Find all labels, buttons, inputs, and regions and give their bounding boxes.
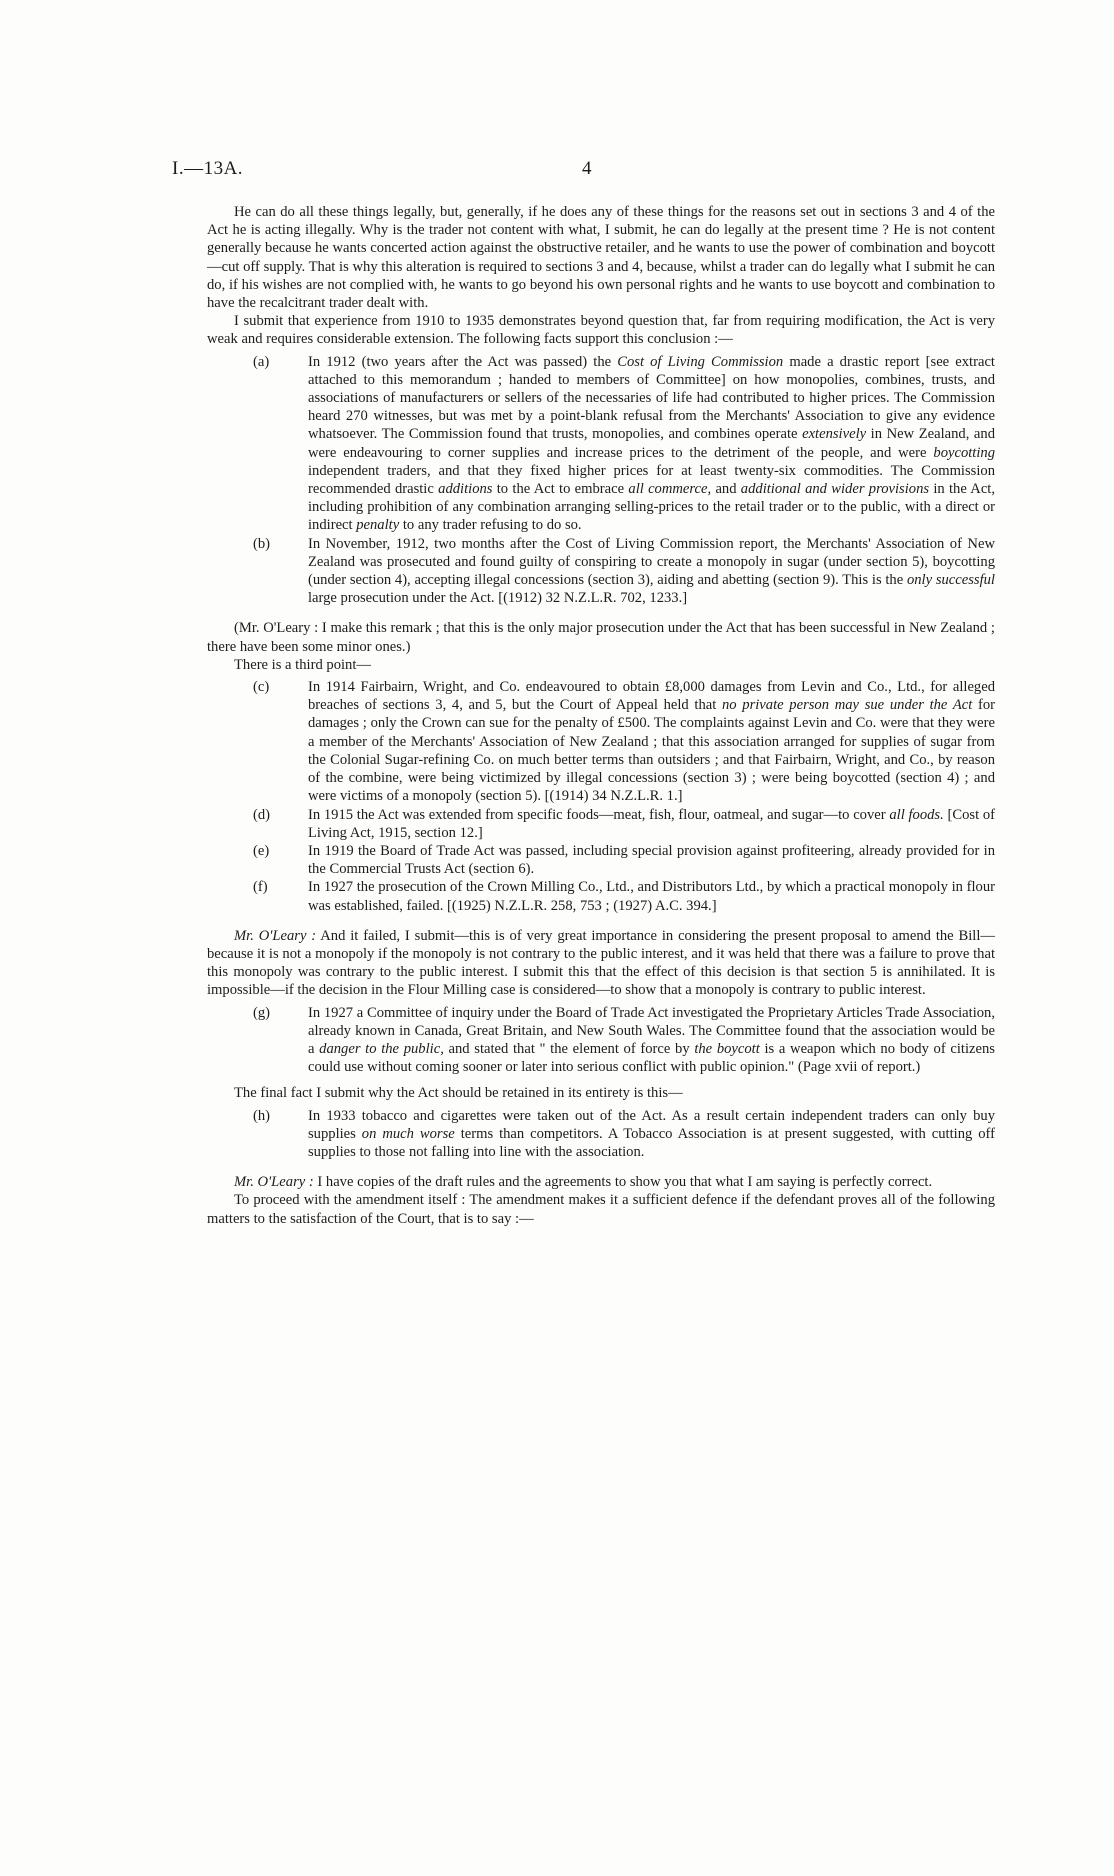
list-item-g: (g) In 1927 a Committee of inquiry under the Board of Trade Act investigated the Proprietary Articles Trade Association, already known in Canada, Great Britain, and New South Wales. The Committee found that the association would be a danger to the public, and stated that " the element of force by the boycott is a weapon which no body of citizens could use without coming sooner or later into serious conflict with public opinion." (Page xvii of report.) (253, 1004, 995, 1076)
document-body (207, 203, 995, 1228)
paragraph: To proceed with the amendment itself : The amendment makes it a sufficient defence if the defendant proves all of the following matters to the satisfaction of the Court, that is to say :— (207, 1192, 995, 1227)
oleary-remark: Mr. O'Leary : And it failed, I submit—this is of very great importance in considering the present proposal to amend the Bill—because it is not a monopoly if the monopoly is not contrary to the public interest, and it was held that there was a failure to prove that this monopoly was contrary to the public interest. I submit this that the effect of this decision is that section 5 is annihilated. It is impossible—if the decision in the Flour Milling case is considered—to show that a monopoly is contrary to public interest. (207, 927, 996, 999)
item-label: (f) (253, 879, 268, 896)
item-label: (g) (253, 1004, 271, 1021)
item-label: (c) (253, 679, 270, 696)
paragraph: I submit that experience from 1910 to 1935 demonstrates beyond question that, far from requiring modification, the Act is very weak and requires considerable extension. The following facts support this conclusion :— (207, 313, 995, 348)
item-label: (a) (253, 353, 270, 370)
list-item-b: (b) In November, 1912, two months after the Cost of Living Commission report, the Merchants' Association of New Zealand was prosecuted and found guilty of conspiring to create a monopoly in sugar (under section 5), boycotting (under section 4), accepting illegal concessions (section 3), aiding and abetting (section 9). This is the only successful large prosecution under the Act. [(1912) 32 N.Z.L.R. 702, 1233.] (253, 535, 995, 607)
page-number: 4 (582, 158, 592, 179)
oleary-remark: (Mr. O'Leary : I make this remark ; that this is the only major prosecution under the Act that has been successful in New Zealand ; there have been some minor ones.) (207, 620, 995, 655)
page-header (172, 158, 942, 182)
speaker-name: Mr. O'Leary : (234, 927, 317, 944)
paragraph: He can do all these things legally, but, generally, if he does any of these things for the reasons set out in sections 3 and 4 of the Act he is acting illegally. Why is the trader not content with what, I submit, he can do legally at the present time ? He is not content generally because he wants concerted action against the obstructive retailer, and he wants to use the power of combination and boycott—cut off supply. That is why this alteration is required to sections 3 and 4, because, whilst a trader can do legally what I submit he can do, if his wishes are not complied with, he wants to go beyond his own personal rights and he wants to use boycott and combination to have the recalcitrant trader dealt with. (207, 204, 995, 312)
item-label: (e) (253, 842, 270, 859)
list-item-d: (d) In 1915 the Act was extended from specific foods—meat, fish, flour, oatmeal, and sugar—to cover all foods. [Cost of Living Act, 1915, section 12.] (253, 806, 996, 841)
list-item-h: (h) In 1933 tobacco and cigarettes were taken out of the Act. As a result certain independent traders can only buy supplies on much worse terms than competitors. A Tobacco Association is at present suggested, with cutting off supplies to those not falling into line with the association. (253, 1107, 996, 1160)
list-item-c: (c) In 1914 Fairbairn, Wright, and Co. endeavoured to obtain £8,000 damages from Levin and Co., Ltd., for alleged breaches of sections 3, 4, and 5, but the Court of Appeal held that no private person may sue under the Act for damages ; only the Crown can sue for the penalty of £500. The complaints against Levin and Co. were that they were a member of the Merchants' Association of New Zealand ; that this association arranged for supplies of sugar from the Colonial Sugar-refining Co. on much better terms than outsiders ; and that Fairbairn, Wright, and Co., by reason of the combine, were being victimized by illegal concessions (section 3) ; were being boycotted (section 4) ; and were victims of a monopoly (section 5). [(1914) 34 N.Z.L.R. 1.] (253, 679, 995, 805)
list-item-a: (a) In 1912 (two years after the Act was passed) the Cost of Living Commission made a drastic report [see extract attached to this memorandum ; handed to members of Committee] on how monopolies, combines, trusts, and associations of manufacturers or sellers of the necessaries of life had contributed to higher prices. The Commission heard 270 witnesses, but was met by a point-blank refusal from the Merchants' Association to give any evidence whatsoever. The Commission found that trusts, monopolies, and combines operate extensively in New Zealand, and were endeavouring to corner supplies and increase prices to the detriment of the people, and were boycotting independent traders, and that they fixed higher prices for at least twenty-six commodities. The Commission recommended drastic additions to the Act to embrace all commerce, and additional and wider provisions in the Act, including prohibition of any combination arranging selling-prices to the retail trader or to the public, with a direct or indirect penalty to any trader refusing to do so. (253, 353, 996, 534)
item-label: (b) (253, 535, 271, 552)
list-item-e: (e) In 1919 the Board of Trade Act was passed, including special provision against profiteering, already provided for in the Commercial Trusts Act (section 6). (253, 842, 995, 878)
paragraph: There is a third point— (234, 656, 371, 673)
document-reference: I.—13A. (172, 158, 244, 179)
speaker-name: Mr. O'Leary : (234, 1174, 314, 1191)
item-label: (h) (253, 1107, 271, 1124)
list-item-f: (f) In 1927 the prosecution of the Crown Milling Co., Ltd., and Distributors Ltd., by which a practical monopoly in flour was established, failed. [(1925) N.Z.L.R. 258, 753 ; (1927) A.C. 394.] (253, 879, 995, 914)
oleary-remark: Mr. O'Leary : I have copies of the draft rules and the agreements to show you that what I am saying is perfectly correct. (234, 1174, 933, 1191)
paragraph: The final fact I submit why the Act should be retained in its entirety is this— (234, 1085, 683, 1102)
item-label: (d) (253, 806, 271, 823)
